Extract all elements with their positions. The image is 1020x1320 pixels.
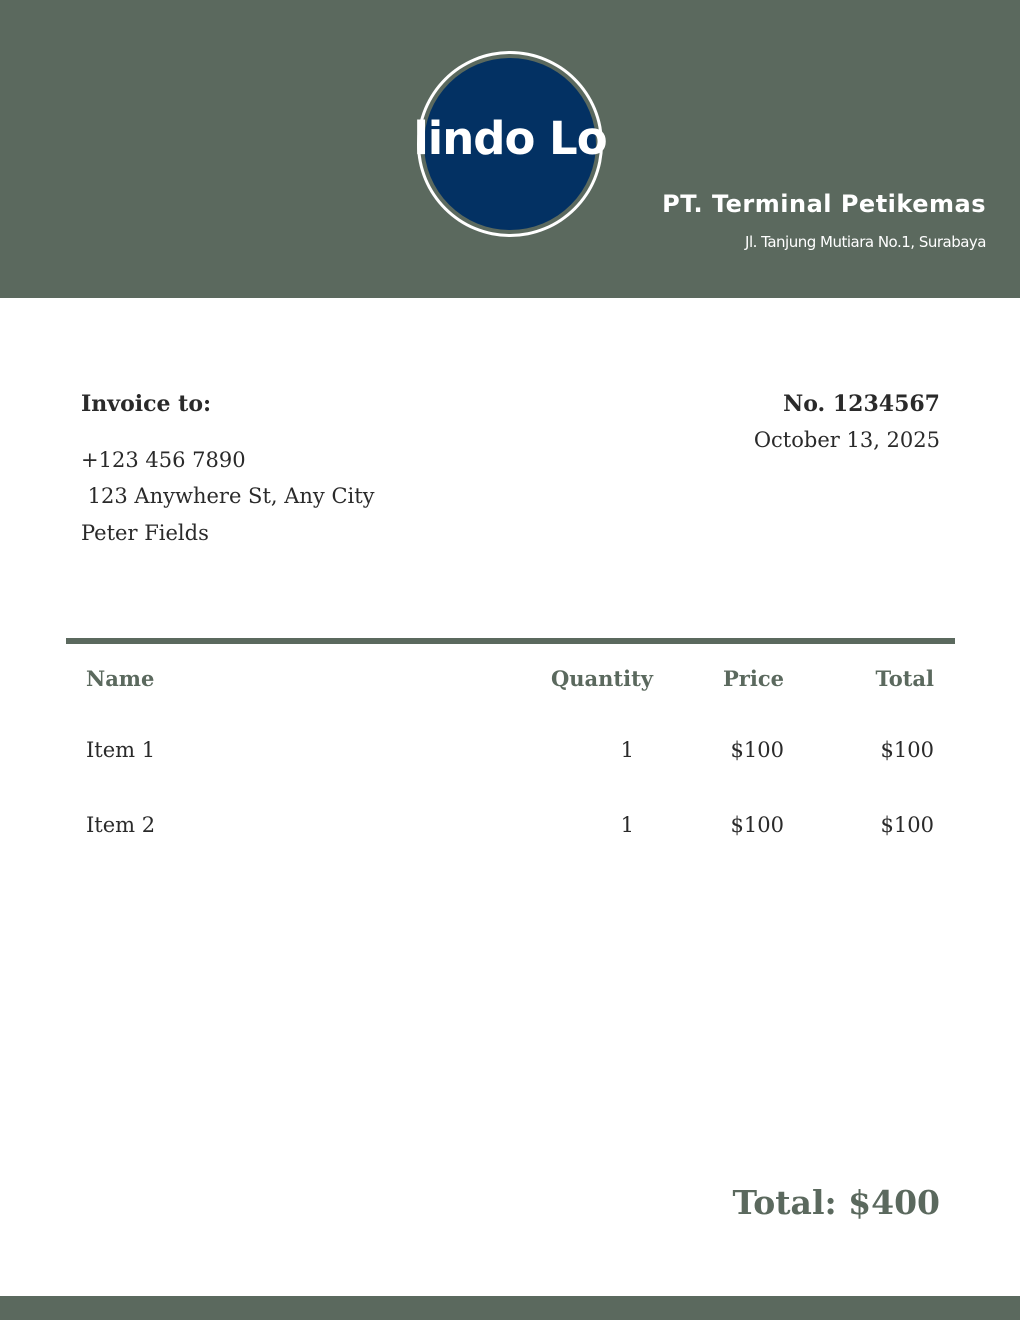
invoice-number: No. 1234567 — [783, 391, 940, 417]
company-address: Jl. Tanjung Mutiara No.1, Surabaya — [745, 233, 986, 251]
company-logo — [413, 51, 607, 237]
client-name: Peter Fields — [81, 521, 209, 545]
company-name: PT. Terminal Petikemas — [662, 190, 986, 218]
row-item-price: $100 — [730, 738, 784, 762]
column-header-total: Total — [875, 666, 934, 691]
column-header-name: Name — [86, 666, 155, 691]
column-header-price: Price — [723, 666, 784, 691]
row-item-total: $100 — [880, 813, 934, 837]
footer-bar — [0, 1296, 1020, 1320]
row-item-price: $100 — [730, 813, 784, 837]
row-item-quantity: 1 — [620, 813, 634, 837]
logo-text: lindo Lo — [413, 112, 607, 165]
row-item-total: $100 — [880, 738, 934, 762]
invoice-to-label: Invoice to: — [81, 391, 212, 417]
grand-total: Total: $400 — [732, 1183, 940, 1222]
row-item-name: Item 2 — [86, 813, 156, 837]
row-item-quantity: 1 — [620, 738, 634, 762]
table-top-divider — [66, 638, 955, 644]
column-header-quantity: Quantity — [550, 666, 653, 691]
client-address: 123 Anywhere St, Any City — [81, 484, 375, 508]
client-phone: +123 456 7890 — [81, 448, 246, 472]
header-banner — [0, 0, 1020, 298]
invoice-date: October 13, 2025 — [753, 428, 940, 452]
row-item-name: Item 1 — [86, 738, 156, 762]
